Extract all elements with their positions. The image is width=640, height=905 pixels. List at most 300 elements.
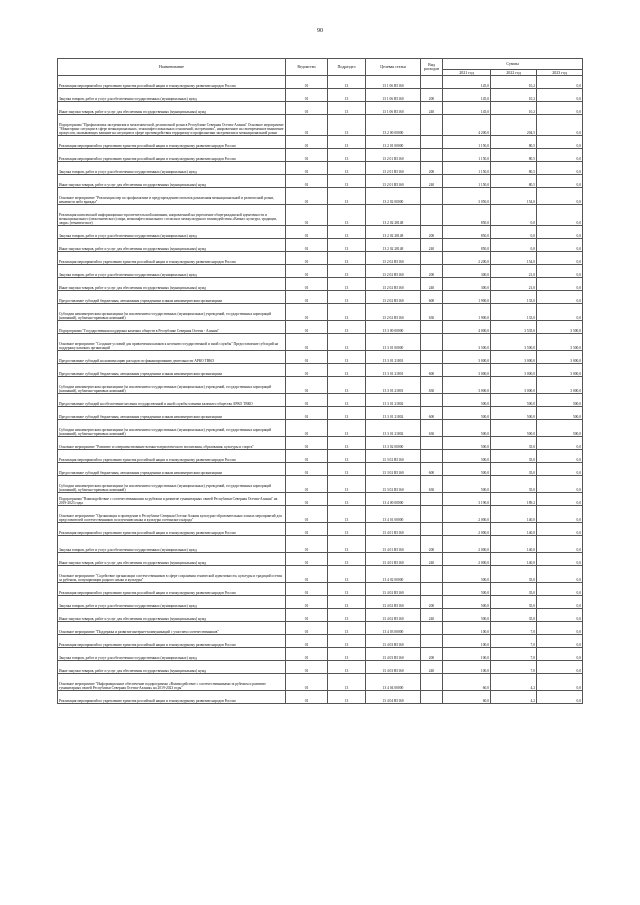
row-name: Основное мероприятие "Информационное обеспечение подпрограммы «Взаимодействие с соотечественниками за рубежом и развитие гуманитарных связей Республики Северная Осетия-Алания» на 2019-2023 годы"	[58, 674, 286, 691]
table-row	[58, 226, 583, 239]
row-section: 13	[328, 115, 366, 136]
row-section: 13	[328, 635, 366, 648]
row-section: 13	[328, 506, 366, 523]
table-row	[58, 420, 583, 437]
row-expense-type: 240	[421, 175, 443, 188]
row-2022: 21,0	[491, 278, 537, 291]
row-section: 13	[328, 420, 366, 437]
table-row	[58, 609, 583, 622]
row-2023: 0,0	[537, 136, 583, 149]
row-section: 13	[328, 364, 366, 377]
row-expense-type	[421, 188, 443, 205]
row-2021: 500,0	[443, 476, 491, 493]
row-expense-type	[421, 149, 443, 162]
table-row	[58, 188, 583, 205]
table-row	[58, 553, 583, 566]
row-ministry: 01	[286, 226, 328, 239]
row-2023: 0,0	[537, 278, 583, 291]
row-2021: 850,0	[443, 205, 491, 226]
row-ministry: 01	[286, 162, 328, 175]
row-2021: 4 000,0	[443, 321, 491, 334]
table-row	[58, 648, 583, 661]
row-expense-type: 240	[421, 661, 443, 674]
row-ministry: 01	[286, 583, 328, 596]
row-name: Иные закупки товаров, работ и услуг для обеспечения государственных (муниципальных) нужд	[58, 102, 286, 115]
row-expense-type	[421, 136, 443, 149]
table-row	[58, 102, 583, 115]
table-row	[58, 334, 583, 351]
table-row	[58, 175, 583, 188]
row-target: 13 2 02 R5160	[366, 291, 421, 304]
row-name: Закупка товаров, работ и услуг для обеспечения государственных (муниципальных) нужд	[58, 648, 286, 661]
row-2021: 4 200,0	[443, 115, 491, 136]
row-name: Закупка товаров, работ и услуг для обеспечения государственных (муниципальных) нужд	[58, 596, 286, 609]
row-expense-type: 630	[421, 476, 443, 493]
row-2021: 3 050,0	[443, 188, 491, 205]
header-section: Подраздел	[328, 59, 366, 76]
row-target: 13 3 02 R5160	[366, 463, 421, 476]
row-expense-type	[421, 635, 443, 648]
row-2023: 3 000,0	[537, 351, 583, 364]
row-ministry: 01	[286, 136, 328, 149]
row-target: 13 3 01 21802	[366, 394, 421, 407]
row-ministry: 01	[286, 205, 328, 226]
row-2021: 2 200,0	[443, 252, 491, 265]
row-2022: 35,0	[491, 463, 537, 476]
row-target: 13 1 06 R5160	[366, 89, 421, 102]
row-2021: 500,0	[443, 437, 491, 450]
row-target: 13 2 02 00000	[366, 188, 421, 205]
row-expense-type: 200	[421, 162, 443, 175]
table-row	[58, 321, 583, 334]
row-2021: 2 000,0	[443, 536, 491, 553]
row-name: Реализация мероприятий по укреплению единства российской нации и этнокультурному развитию народов России	[58, 691, 286, 704]
row-name: Предоставление субсидий бюджетным, автономным учреждениям и иным некоммерческим организациям	[58, 364, 286, 377]
row-name: Иные закупки товаров, работ и услуг для обеспечения государственных (муниципальных) нужд	[58, 278, 286, 291]
row-expense-type	[421, 205, 443, 226]
header-2021: 2021 год	[443, 70, 491, 76]
row-2021: 3 000,0	[443, 377, 491, 394]
row-ministry: 01	[286, 553, 328, 566]
row-ministry: 01	[286, 291, 328, 304]
row-target: 13 3 00 00000	[366, 321, 421, 334]
table-row	[58, 205, 583, 226]
row-2023: 0,0	[537, 596, 583, 609]
table-header	[58, 59, 583, 76]
row-expense-type	[421, 351, 443, 364]
row-name: Иные закупки товаров, работ и услуг для обеспечения государственных (муниципальных) нужд	[58, 175, 286, 188]
table-row	[58, 691, 583, 704]
row-2021: 500,0	[443, 609, 491, 622]
row-target: 13 4 03 00000	[366, 622, 421, 635]
row-2023: 0,0	[537, 661, 583, 674]
row-2022: 3 500,0	[491, 334, 537, 351]
row-expense-type: 200	[421, 226, 443, 239]
row-section: 13	[328, 648, 366, 661]
row-2021: 100,0	[443, 648, 491, 661]
row-2023: 3 500,0	[537, 334, 583, 351]
row-ministry: 01	[286, 523, 328, 536]
row-2023: 0,0	[537, 205, 583, 226]
row-2022: 154,0	[491, 252, 537, 265]
row-expense-type: 200	[421, 265, 443, 278]
row-2022: 35,0	[491, 583, 537, 596]
row-2021: 2 000,0	[443, 506, 491, 523]
row-2023: 0,0	[537, 239, 583, 252]
row-target: 13 3 02 R5160	[366, 476, 421, 493]
row-ministry: 01	[286, 674, 328, 691]
row-2023: 0,0	[537, 162, 583, 175]
row-2022: 140,0	[491, 506, 537, 523]
row-target: 13 4 03 R5160	[366, 648, 421, 661]
row-name: Иные закупки товаров, работ и услуг для обеспечения государственных (муниципальных) нужд	[58, 553, 286, 566]
row-2022: 3 000,0	[491, 364, 537, 377]
row-expense-type: 600	[421, 291, 443, 304]
row-target: 13 4 01 00000	[366, 506, 421, 523]
row-2022: 154,0	[491, 188, 537, 205]
row-2021: 2 000,0	[443, 523, 491, 536]
row-2021: 145,0	[443, 76, 491, 89]
row-2021: 500,0	[443, 450, 491, 463]
row-name: Предоставление субсидий на компенсацию расходов по финансированию деятельности АРКО ТВКО	[58, 351, 286, 364]
row-name: Основное мероприятие "Создание условий для привлечения казаков к несению государственной и иной службы" Предоставление субсидий на поддержку казачьих организаций	[58, 334, 286, 351]
table-row	[58, 162, 583, 175]
row-2023: 0,0	[537, 691, 583, 704]
row-ministry: 01	[286, 351, 328, 364]
row-section: 13	[328, 205, 366, 226]
row-2023: 0,0	[537, 252, 583, 265]
row-ministry: 01	[286, 394, 328, 407]
row-section: 13	[328, 523, 366, 536]
row-section: 13	[328, 622, 366, 635]
row-2023: 0,0	[537, 523, 583, 536]
table-row	[58, 536, 583, 553]
row-2021: 500,0	[443, 566, 491, 583]
row-2022: 500,0	[491, 420, 537, 437]
row-target: 13 2 01 R5160	[366, 162, 421, 175]
row-section: 13	[328, 304, 366, 321]
row-2023: 0,0	[537, 609, 583, 622]
row-name: Иные закупки товаров, работ и услуг для обеспечения государственных (муниципальных) нужд	[58, 239, 286, 252]
row-target: 13 2 01 00000	[366, 136, 421, 149]
row-2021: 3 190,0	[443, 493, 491, 506]
row-ministry: 01	[286, 506, 328, 523]
row-ministry: 01	[286, 102, 328, 115]
row-expense-type: 200	[421, 536, 443, 553]
row-2023: 0,0	[537, 291, 583, 304]
table-row	[58, 394, 583, 407]
row-ministry: 01	[286, 89, 328, 102]
row-ministry: 01	[286, 566, 328, 583]
row-ministry: 01	[286, 364, 328, 377]
row-2023: 0,0	[537, 506, 583, 523]
table-row	[58, 661, 583, 674]
row-section: 13	[328, 691, 366, 704]
row-target: 13 3 01 21801	[366, 351, 421, 364]
row-2023: 0,0	[537, 304, 583, 321]
row-2022: 189,2	[491, 493, 537, 506]
row-target: 13 4 02 R5160	[366, 596, 421, 609]
row-2023: 0,0	[537, 102, 583, 115]
row-2023: 0,0	[537, 566, 583, 583]
row-expense-type	[421, 674, 443, 691]
row-target: 13 4 03 R5160	[366, 661, 421, 674]
row-2021: 100,0	[443, 661, 491, 674]
row-section: 13	[328, 463, 366, 476]
header-sums: Суммы	[443, 59, 583, 70]
row-expense-type	[421, 321, 443, 334]
row-ministry: 01	[286, 420, 328, 437]
row-section: 13	[328, 334, 366, 351]
table-row	[58, 674, 583, 691]
row-target: 13 2 02 R5160	[366, 265, 421, 278]
table-row	[58, 506, 583, 523]
row-target: 13 3 01 21802	[366, 420, 421, 437]
row-expense-type	[421, 622, 443, 635]
table-row	[58, 493, 583, 506]
row-section: 13	[328, 291, 366, 304]
row-2021: 850,0	[443, 226, 491, 239]
row-2023: 0,0	[537, 674, 583, 691]
row-2022: 80,5	[491, 149, 537, 162]
row-ministry: 01	[286, 635, 328, 648]
row-2021: 500,0	[443, 596, 491, 609]
header-ministry: Ведомство	[286, 59, 328, 76]
table-row	[58, 278, 583, 291]
row-2022: 204,5	[491, 115, 537, 136]
row-2022: 35,0	[491, 596, 537, 609]
row-ministry: 01	[286, 476, 328, 493]
row-section: 13	[328, 476, 366, 493]
table-row	[58, 351, 583, 364]
row-expense-type: 200	[421, 596, 443, 609]
row-ministry: 01	[286, 149, 328, 162]
row-2022: 35,0	[491, 566, 537, 583]
row-name: Подпрограмма "Взаимодействие с соотечественниками за рубежом и развитие гуманитарных связей Республики Северная Осетия-Алания" на 2019-2023 годы	[58, 493, 286, 506]
row-name: Реализация мероприятий по укреплению единства российской нации и этнокультурному развитию народов России	[58, 76, 286, 89]
row-name: Субсидии некоммерческим организациям (за исключением государственных (муниципальных) учреждений, государственных корпораций (компаний), публично-правовых компаний)	[58, 420, 286, 437]
row-ministry: 01	[286, 463, 328, 476]
row-2021: 3 000,0	[443, 351, 491, 364]
row-ministry: 01	[286, 609, 328, 622]
row-name: Закупка товаров, работ и услуг для обеспечения государственных (муниципальных) нужд	[58, 265, 286, 278]
header-expense-type: Вид расходов	[421, 59, 443, 76]
row-2023: 500,0	[537, 394, 583, 407]
row-2023: 0,0	[537, 493, 583, 506]
row-2022: 35,0	[491, 609, 537, 622]
row-expense-type	[421, 566, 443, 583]
row-target: 13 1 06 R5160	[366, 76, 421, 89]
table-row	[58, 76, 583, 89]
row-2021: 500,0	[443, 463, 491, 476]
row-2021: 1 900,0	[443, 304, 491, 321]
row-target: 13 4 00 00000	[366, 493, 421, 506]
row-target: 13 4 01 R5160	[366, 536, 421, 553]
row-target: 13 2 02 28148	[366, 226, 421, 239]
row-section: 13	[328, 377, 366, 394]
row-2022: 35,0	[491, 476, 537, 493]
row-2021: 500,0	[443, 420, 491, 437]
row-2021: 145,0	[443, 102, 491, 115]
row-ministry: 01	[286, 304, 328, 321]
row-2022: 4,2	[491, 691, 537, 704]
header-name: Наименование	[58, 59, 286, 76]
budget-table	[57, 58, 583, 704]
row-2021: 60,0	[443, 674, 491, 691]
row-name: Основное мероприятие "Организация и проведение в Республике Северная Осетия-Алания культурно-образовательных и иных мероприятий для представителей соотечественников по изучению языка и культуры осетинского народа"	[58, 506, 286, 523]
row-target: 13 1 06 R5160	[366, 102, 421, 115]
row-2023: 0,0	[537, 149, 583, 162]
row-2021: 1 150,0	[443, 149, 491, 162]
row-name: Реализация мероприятий по укреплению единства российской нации и этнокультурному развитию народов России	[58, 583, 286, 596]
header-2023: 2023 год	[537, 70, 583, 76]
row-name: Реализация мероприятий по укреплению единства российской нации и этнокультурному развитию народов России	[58, 149, 286, 162]
row-2023: 0,0	[537, 437, 583, 450]
row-name: Предоставление субсидий бюджетным, автономным учреждениям и иным некоммерческим организациям	[58, 463, 286, 476]
row-2021: 500,0	[443, 394, 491, 407]
row-2023: 0,0	[537, 265, 583, 278]
row-section: 13	[328, 450, 366, 463]
row-name: Закупка товаров, работ и услуг для обеспечения государственных (муниципальных) нужд	[58, 162, 286, 175]
row-expense-type: 630	[421, 304, 443, 321]
row-ministry: 01	[286, 321, 328, 334]
row-section: 13	[328, 437, 366, 450]
row-2021: 500,0	[443, 583, 491, 596]
row-expense-type: 200	[421, 648, 443, 661]
row-2023: 0,0	[537, 536, 583, 553]
row-2022: 3 000,0	[491, 377, 537, 394]
row-2022: 140,0	[491, 523, 537, 536]
table-row	[58, 239, 583, 252]
row-name: Субсидии некоммерческим организациям (за исключением государственных (муниципальных) учреждений, государственных корпораций (компаний), публично-правовых компаний)	[58, 304, 286, 321]
row-target: 13 4 03 R5160	[366, 635, 421, 648]
row-2023: 0,0	[537, 476, 583, 493]
row-target: 13 3 01 21801	[366, 377, 421, 394]
row-2023: 0,0	[537, 188, 583, 205]
row-2022: 500,0	[491, 407, 537, 420]
row-name: Основное мероприятие "Реализация мер по профилактике и предупреждению попыток разжигания межнациональной и религиозной розни, ненависти либо вражды"	[58, 188, 286, 205]
row-target: 13 4 01 R5160	[366, 523, 421, 536]
row-2022: 10,2	[491, 76, 537, 89]
row-2022: 10,2	[491, 89, 537, 102]
row-ministry: 01	[286, 493, 328, 506]
row-name: Иные закупки товаров, работ и услуг для обеспечения государственных (муниципальных) нужд	[58, 661, 286, 674]
row-target: 13 2 01 R5160	[366, 149, 421, 162]
row-2023: 3 500,0	[537, 321, 583, 334]
row-target: 13 4 04 R5160	[366, 691, 421, 704]
row-name: Подпрограмма "Профилактика экстремизма и межэтнической, религиозной розни в Республике Северная Осетия-Алания" Основное мероприятие "Мониторинг ситуации в сфере межнациональных, этноконфессиональных отношений, экстремизма", направленное на своевременное выявление процессов, оказывающих влияние на ситуацию в сфере противодействия терроризму и профилактики экстремизма и межнациональной розни	[58, 115, 286, 136]
table-row	[58, 115, 583, 136]
row-expense-type	[421, 506, 443, 523]
row-name: Подпрограмма "Государственная поддержка казачьих обществ в Республике Северная Осетия - Алания"	[58, 321, 286, 334]
row-expense-type	[421, 450, 443, 463]
row-ministry: 01	[286, 407, 328, 420]
table-row	[58, 291, 583, 304]
row-2022: 7,0	[491, 648, 537, 661]
row-2022: 7,0	[491, 622, 537, 635]
row-2022: 3 535,0	[491, 321, 537, 334]
row-target: 13 2 02 R5160	[366, 304, 421, 321]
row-section: 13	[328, 583, 366, 596]
row-section: 13	[328, 536, 366, 553]
row-ministry: 01	[286, 175, 328, 188]
row-section: 13	[328, 136, 366, 149]
table-body	[58, 76, 583, 704]
row-2022: 35,0	[491, 437, 537, 450]
table-row	[58, 437, 583, 450]
row-2022: 7,0	[491, 661, 537, 674]
row-2022: 500,0	[491, 394, 537, 407]
row-section: 13	[328, 102, 366, 115]
row-target: 13 3 01 00000	[366, 334, 421, 351]
row-2021: 3 500,0	[443, 334, 491, 351]
row-2021: 1 900,0	[443, 291, 491, 304]
header-2022: 2022 год	[491, 70, 537, 76]
row-name: Предоставление субсидий бюджетным, автономным учреждениям и иным некоммерческим организациям	[58, 407, 286, 420]
row-name: Реализация мероприятий по укреплению единства российской нации и этнокультурному развитию народов России	[58, 136, 286, 149]
row-name: Реализация мероприятий по укреплению единства российской нации и этнокультурному развитию народов России	[58, 523, 286, 536]
row-name: Реализация мероприятий по укреплению единства российской нации и этнокультурному развитию народов России	[58, 450, 286, 463]
row-2023: 0,0	[537, 622, 583, 635]
row-2022: 21,0	[491, 265, 537, 278]
table-row	[58, 635, 583, 648]
row-name: Предоставление субсидий бюджетным, автономным учреждениям и иным некоммерческим организациям	[58, 291, 286, 304]
row-name: Закупка товаров, работ и услуг для обеспечения государственных (муниципальных) нужд	[58, 536, 286, 553]
row-target: 13 2 02 28148	[366, 205, 421, 226]
table-row	[58, 566, 583, 583]
row-ministry: 01	[286, 115, 328, 136]
table-row	[58, 364, 583, 377]
row-expense-type: 600	[421, 407, 443, 420]
row-target: 13 2 02 R5160	[366, 278, 421, 291]
row-expense-type	[421, 252, 443, 265]
row-2022: 80,5	[491, 162, 537, 175]
row-expense-type	[421, 115, 443, 136]
row-section: 13	[328, 553, 366, 566]
row-ministry: 01	[286, 450, 328, 463]
row-2022: 140,0	[491, 553, 537, 566]
row-section: 13	[328, 188, 366, 205]
row-ministry: 01	[286, 622, 328, 635]
row-target: 13 3 01 21801	[366, 364, 421, 377]
row-target: 13 2 00 00000	[366, 115, 421, 136]
row-section: 13	[328, 265, 366, 278]
row-2022: 140,0	[491, 536, 537, 553]
row-section: 13	[328, 674, 366, 691]
row-2023: 0,0	[537, 115, 583, 136]
row-target: 13 3 01 21802	[366, 407, 421, 420]
row-name: Реализация комплексной информационно-просветительской кампании, направленной на укрепление общегражданской идентичности и межнационального (межэтнического) мира, межконфессионального согласия и межкультурного взаимодействия «Кавказ: культура, традиции, люди» (тематическое)	[58, 205, 286, 226]
row-expense-type: 600	[421, 463, 443, 476]
row-2022: 35,0	[491, 450, 537, 463]
row-target: 13 2 01 R5160	[366, 175, 421, 188]
row-2021: 300,0	[443, 265, 491, 278]
row-name: Субсидии некоммерческим организациям (за исключением государственных (муниципальных) учреждений, государственных корпораций (компаний), публично-правовых компаний)	[58, 476, 286, 493]
row-2023: 0,0	[537, 635, 583, 648]
table-row	[58, 407, 583, 420]
row-2023: 0,0	[537, 76, 583, 89]
row-expense-type	[421, 493, 443, 506]
row-2023: 0,0	[537, 175, 583, 188]
row-2023: 500,0	[537, 407, 583, 420]
row-section: 13	[328, 239, 366, 252]
row-section: 13	[328, 351, 366, 364]
row-ministry: 01	[286, 334, 328, 351]
row-expense-type	[421, 523, 443, 536]
row-section: 13	[328, 407, 366, 420]
row-2023: 3 000,0	[537, 364, 583, 377]
table-row	[58, 136, 583, 149]
